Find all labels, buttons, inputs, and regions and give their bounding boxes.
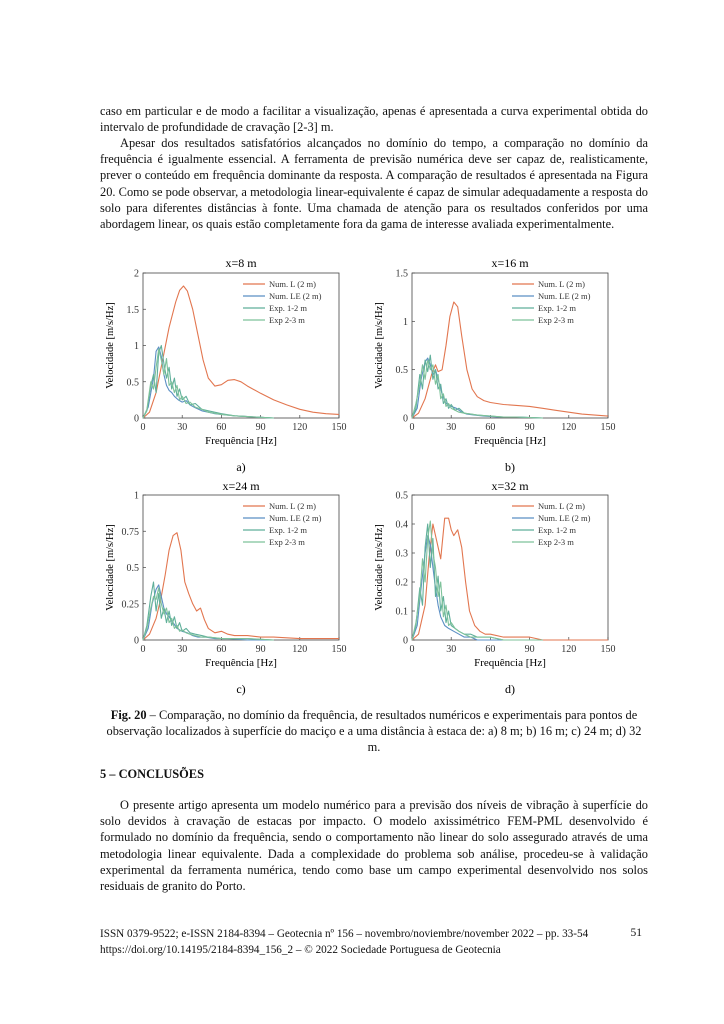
x-tick-label: 120 <box>292 644 308 655</box>
panel-label: a) <box>236 460 246 474</box>
y-tick-label: 1 <box>134 490 139 502</box>
x-tick-label: 120 <box>561 644 577 655</box>
panel-label: b) <box>505 460 515 474</box>
x-tick-label: 0 <box>409 644 415 655</box>
x-tick-label: 30 <box>446 644 457 655</box>
chart-title: x=16 m <box>491 256 529 270</box>
x-axis-label: Frequência [Hz] <box>474 435 546 447</box>
legend-label: Num. LE (2 m) <box>269 291 322 301</box>
x-tick-label: 60 <box>485 644 496 655</box>
y-tick-label: 0.2 <box>395 577 408 589</box>
panel-label: c) <box>236 682 246 696</box>
chart-panel-3 <box>105 479 347 696</box>
paragraph-frequency-comparison: Apesar dos resultados satisfatórios alcançados no domínio do tempo, a comparação no domínio da frequência é igualmente essencial. A ferramenta de previsão numérica deve ser capaz de, realisticamente, prever o conteúdo em frequência dominante da resposta. A comparação de resultados é apresentada na Figura 20. Como se pode observar, a metodologia linear-equivalente é capaz de simular adequadamente a resposta do solo para diferentes distâncias à fonte. Uma chamada de atenção para os resultados conferidos por uma abordagem linear, os quais estão completamente fora da gama de interesse avaliada experimentalmente. <box>100 136 648 232</box>
y-axis-label: Velocidade [m/s/Hz] <box>105 524 116 611</box>
x-tick-label: 90 <box>255 422 266 433</box>
x-tick-label: 150 <box>331 422 347 433</box>
legend-label: Exp 2-3 m <box>538 537 574 547</box>
y-axis-label: Velocidade [m/s/Hz] <box>105 302 116 389</box>
x-tick-label: 0 <box>140 644 146 655</box>
y-tick-label: 0.3 <box>395 548 408 560</box>
chart-panel-1 <box>105 256 347 474</box>
y-tick-label: 1 <box>134 341 139 352</box>
y-tick-label: 0.5 <box>126 377 139 389</box>
x-tick-label: 90 <box>255 644 266 655</box>
legend-label: Num. L (2 m) <box>269 501 316 511</box>
y-tick-label: 0.25 <box>121 599 139 611</box>
page-number: 51 <box>630 927 642 939</box>
legend-label: Exp. 1-2 m <box>269 303 308 313</box>
y-tick-label: 1.5 <box>395 268 408 280</box>
chart-title: x=24 m <box>222 479 260 493</box>
x-tick-label: 30 <box>446 422 457 433</box>
chart-panel-2 <box>374 256 616 474</box>
x-tick-label: 30 <box>177 422 188 433</box>
x-tick-label: 0 <box>140 422 146 433</box>
y-tick-label: 0.4 <box>395 519 408 531</box>
y-tick-label: 0.5 <box>395 365 408 377</box>
series-line <box>412 302 608 418</box>
footer-issn: ISSN 0379-9522; e-ISSN 2184-8394 – Geotecnia nº 156 – novembro/noviembre/november 2022 – pp. 33-54 <box>100 928 589 940</box>
chart-title: x=32 m <box>491 479 529 493</box>
legend-label: Num. LE (2 m) <box>269 513 322 523</box>
legend-label: Num. LE (2 m) <box>538 291 591 301</box>
y-axis-label: Velocidade [m/s/Hz] <box>374 302 385 389</box>
y-tick-label: 0.5 <box>395 490 408 502</box>
x-tick-label: 60 <box>216 422 227 433</box>
series-line <box>412 355 543 418</box>
paragraph-intro-continuation: caso em particular e de modo a facilitar a visualização, apenas é apresentada a curva experimental obtida do intervalo de profundidade de cravação [2-3] m. <box>100 104 648 135</box>
panel-label: d) <box>505 682 515 696</box>
figure-caption-text: – Comparação, no domínio da frequência, de resultados numéricos e experimentais para pontos de observação localizados à superfície do maciço e a uma distância à estaca de: a) 8 m; b) 16 m; c) 24 m; d) 32 m. <box>106 708 642 755</box>
x-tick-label: 150 <box>331 644 347 655</box>
frequency-comparison-charts <box>100 250 648 710</box>
legend-label: Num. LE (2 m) <box>538 513 591 523</box>
y-tick-label: 1 <box>403 316 408 328</box>
legend-label: Exp. 1-2 m <box>269 525 308 535</box>
section-heading: 5 – CONCLUSÕES <box>100 767 204 781</box>
legend-label: Num. L (2 m) <box>269 279 316 289</box>
x-tick-label: 120 <box>292 422 308 433</box>
y-tick-label: 0.5 <box>126 563 139 574</box>
x-axis-label: Frequência [Hz] <box>205 657 277 669</box>
legend-label: Exp 2-3 m <box>538 315 574 325</box>
x-tick-label: 60 <box>216 644 227 655</box>
y-axis-label: Velocidade [m/s/Hz] <box>374 524 385 611</box>
y-tick-label: 0 <box>403 635 408 647</box>
legend-label: Exp. 1-2 m <box>538 303 577 313</box>
paragraph-conclusions: O presente artigo apresenta um modelo numérico para a previsão dos níveis de vibração à superfície do solo devidos à cravação de estacas por impacto. O modelo axissimétrico FEM-PML desenvolvido é formulado no domínio da frequência, sendo o comportamento não linear do solo assegurado através de uma metodologia linear equivalente. Dada a complexidade do problema sob análise, procedeu-se à validação experimental da ferramenta numérica, tendo como base um campo experimental desenvolvido nos solos residuais de granito do Porto. <box>100 798 648 894</box>
figure-20 <box>100 250 648 710</box>
y-tick-label: 0.1 <box>395 606 408 618</box>
y-tick-label: 1.5 <box>126 304 139 316</box>
x-tick-label: 30 <box>177 644 188 655</box>
legend-label: Num. L (2 m) <box>538 501 585 511</box>
y-tick-label: 0 <box>403 413 408 425</box>
x-tick-label: 90 <box>524 422 535 433</box>
series-line <box>412 518 608 640</box>
series-line <box>143 286 339 418</box>
legend-label: Num. L (2 m) <box>538 279 585 289</box>
footer-doi: https://doi.org/10.14195/2184-8394_156_2 – © 2022 Sociedade Portuguesa de Geotecnia <box>100 944 501 956</box>
y-tick-label: 0 <box>134 413 139 425</box>
x-tick-label: 90 <box>524 644 535 655</box>
x-tick-label: 150 <box>600 422 616 433</box>
x-axis-label: Frequência [Hz] <box>205 435 277 447</box>
y-tick-label: 0.75 <box>121 526 139 538</box>
x-tick-label: 0 <box>409 422 415 433</box>
x-tick-label: 150 <box>600 644 616 655</box>
legend-label: Exp 2-3 m <box>269 315 305 325</box>
legend-label: Exp 2-3 m <box>269 537 305 547</box>
x-tick-label: 60 <box>485 422 496 433</box>
x-tick-label: 120 <box>561 422 577 433</box>
chart-panel-4 <box>374 479 616 696</box>
y-tick-label: 0 <box>134 635 139 647</box>
series-line <box>143 346 274 419</box>
series-line <box>412 521 543 640</box>
x-axis-label: Frequência [Hz] <box>474 657 546 669</box>
figure-caption <box>100 707 648 756</box>
legend-label: Exp. 1-2 m <box>538 525 577 535</box>
chart-title: x=8 m <box>225 256 257 270</box>
y-tick-label: 2 <box>134 268 139 280</box>
figure-caption-label: Fig. 20 <box>110 708 147 722</box>
